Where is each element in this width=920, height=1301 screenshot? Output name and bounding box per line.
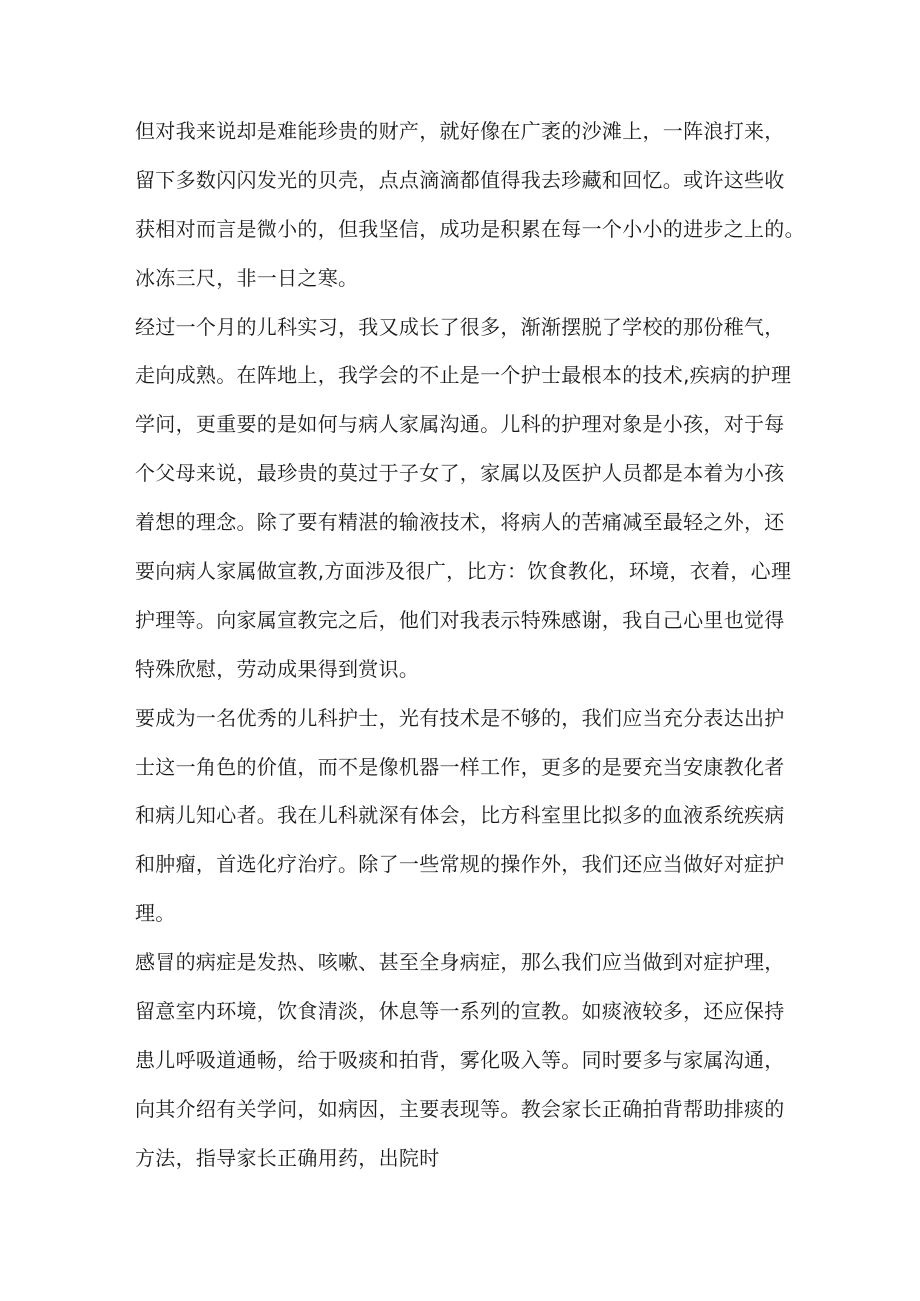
text-line: 和病儿知心者。我在儿科就深有体会，比方科室里比拟多的血液系统疾病 xyxy=(135,803,785,828)
text-line: 感冒的病症是发热、咳嗽、甚至全身病症，那么我们应当做到对症护理， xyxy=(135,950,785,975)
text-line: 获相对而言是微小的，但我坚信，成功是积累在每一个小小的进步之上的。 xyxy=(135,216,805,241)
text-line: 患儿呼吸道通畅，给于吸痰和拍背，雾化吸入等。同时要多与家属沟通， xyxy=(135,1047,785,1072)
text-line: 要向病人家属做宣教,方面涉及很广，比方：饮食教化，环境，衣着，心理 xyxy=(135,559,792,584)
text-line: 理。 xyxy=(135,901,176,926)
text-line: 着想的理念。除了要有精湛的输液技术，将病人的苦痛减至最轻之外，还 xyxy=(135,510,785,535)
text-line: 冰冻三尺，非一日之寒。 xyxy=(135,265,359,290)
paragraph-3 xyxy=(135,694,800,938)
text-line: 要成为一名优秀的儿科护士，光有技术是不够的，我们应当充分表达出护 xyxy=(135,705,785,730)
paragraph-1 xyxy=(135,107,805,303)
text-line: 个父母来说，最珍贵的莫过于子女了，家属以及医护人员都是本着为小孩 xyxy=(135,461,785,486)
paragraph-4 xyxy=(135,938,800,1182)
text-line: 走向成熟。在阵地上，我学会的不止是一个护士最根本的技术,疾病的护理 xyxy=(135,363,792,388)
text-line: 留意室内环境，饮食清淡，休息等一系列的宣教。如痰液较多，还应保持 xyxy=(135,999,785,1024)
text-line: 特殊欣慰，劳动成果得到赏识。 xyxy=(135,656,420,681)
text-line: 和肿瘤，首选化疗治疗。除了一些常规的操作外，我们还应当做好对症护 xyxy=(135,852,785,877)
paragraph-2 xyxy=(135,303,800,694)
text-line: 士这一角色的价值，而不是像机器一样工作，更多的是要充当安康教化者 xyxy=(135,754,785,779)
text-line: 但对我来说却是难能珍贵的财产，就好像在广袤的沙滩上，一阵浪打来， xyxy=(135,119,785,143)
text-line: 经过一个月的儿科实习，我又成长了很多，渐渐摆脱了学校的那份稚气， xyxy=(135,314,785,339)
text-line: 方法，指导家长正确用药，出院时 xyxy=(135,1145,440,1170)
text-line: 向其介绍有关学问，如病因，主要表现等。教会家长正确拍背帮助排痰的 xyxy=(135,1096,785,1121)
text-line: 学问，更重要的是如何与病人家属沟通。儿科的护理对象是小孩，对于每 xyxy=(135,412,785,437)
text-line: 护理等。向家属宣教完之后，他们对我表示特殊感谢，我自己心里也觉得 xyxy=(135,607,785,632)
document-body xyxy=(135,107,805,1183)
text-line: 留下多数闪闪发光的贝壳，点点滴滴都值得我去珍藏和回忆。或许这些收 xyxy=(135,167,785,192)
